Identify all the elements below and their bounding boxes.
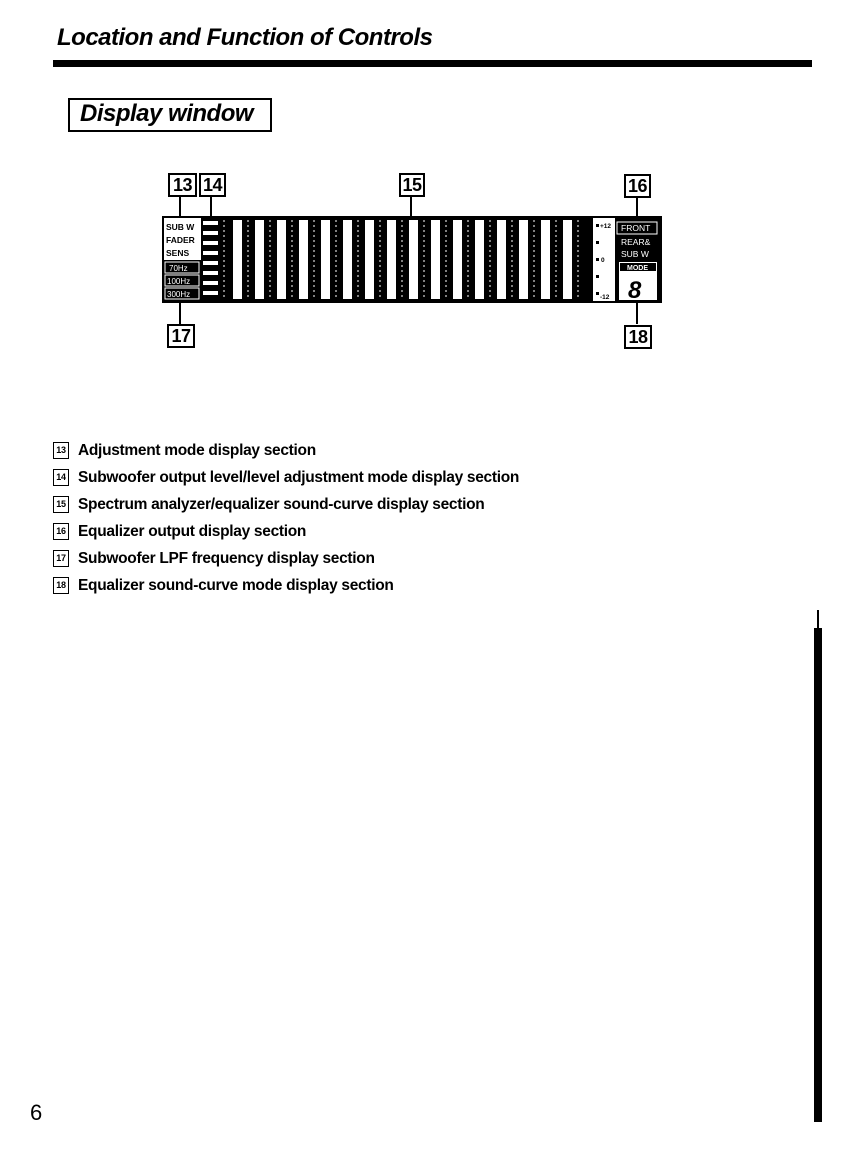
- scan-edge-bar: [814, 628, 822, 1122]
- mode-label: MODE: [627, 265, 648, 272]
- callout-14: 14: [199, 173, 226, 197]
- scale-bottom-label: -12: [600, 294, 610, 301]
- mode-label-fader: FADER: [166, 235, 195, 245]
- legend-item: [53, 518, 519, 545]
- page-title: Location and Function of Controls: [57, 24, 433, 51]
- legend-num: 15: [53, 496, 69, 513]
- legend-item: [53, 464, 519, 491]
- legend-num: 17: [53, 550, 69, 567]
- legend-text: Spectrum analyzer/equalizer sound-curve display section: [78, 495, 485, 513]
- freq-label-100: 100Hz: [167, 277, 191, 286]
- callout-17: 17: [167, 324, 195, 348]
- legend-num: 18: [53, 577, 69, 594]
- page-number: 6: [30, 1100, 43, 1125]
- legend-text: Subwoofer LPF frequency display section: [78, 549, 375, 567]
- callout-18: 18: [624, 325, 652, 349]
- legend-text: Adjustment mode display section: [78, 441, 316, 459]
- legend-num: 14: [53, 469, 69, 486]
- output-label-front: FRONT: [621, 223, 651, 233]
- callout-16: 16: [624, 174, 651, 198]
- legend-num: 13: [53, 442, 69, 459]
- scale-top-label: +12: [600, 223, 612, 230]
- mode-digit: 8: [628, 277, 642, 304]
- legend-item: [53, 437, 519, 464]
- legend-num: 16: [53, 523, 69, 540]
- legend-item: [53, 545, 519, 572]
- legend-item: [53, 491, 519, 518]
- legend-text: Equalizer output display section: [78, 522, 307, 540]
- section-heading: Display window: [80, 100, 254, 127]
- scale-mid-label: 0: [601, 257, 605, 264]
- output-label-rear: REAR&: [621, 237, 651, 247]
- legend-text: Subwoofer output level/level adjustment mode display section: [78, 468, 520, 486]
- callout-13: 13: [168, 173, 197, 197]
- legend-list: [53, 437, 519, 599]
- callout-15: 15: [399, 173, 425, 197]
- freq-label-70: 70Hz: [169, 264, 188, 273]
- display-window-diagram: [0, 0, 849, 400]
- mode-label-subw: SUB W: [166, 222, 195, 232]
- legend-item: [53, 572, 519, 599]
- mode-label-sens: SENS: [166, 248, 190, 258]
- freq-label-300: 300Hz: [167, 290, 191, 299]
- legend-text: Equalizer sound-curve mode display section: [78, 576, 394, 594]
- output-label-subw: SUB W: [621, 249, 649, 259]
